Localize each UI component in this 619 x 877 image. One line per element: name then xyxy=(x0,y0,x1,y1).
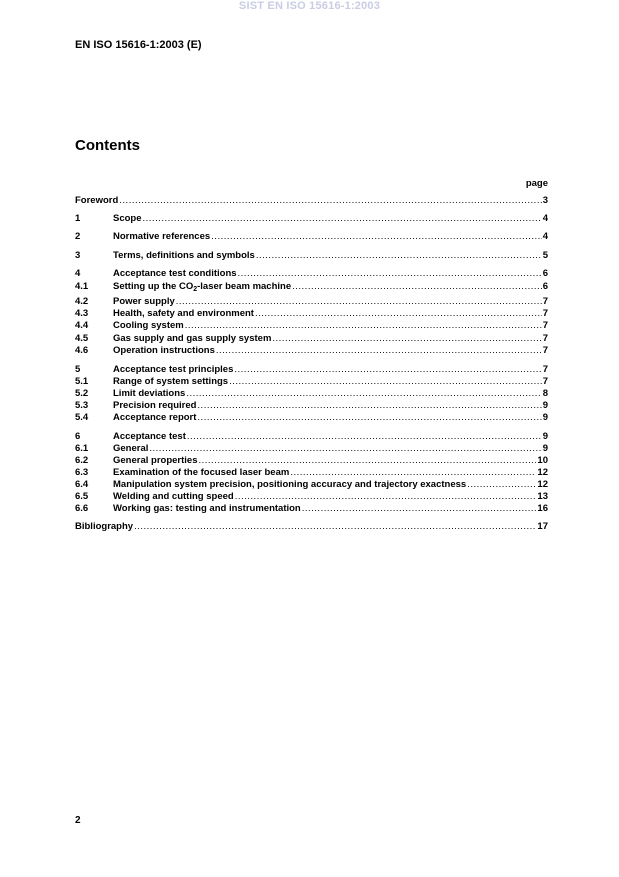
toc-entry-page: 9 xyxy=(542,443,548,454)
toc-entry-number: 4.2 xyxy=(75,296,89,307)
toc-entry[interactable] xyxy=(75,319,548,332)
toc-entry-title: Cooling system xyxy=(113,320,184,331)
toc-entry-page: 6 xyxy=(542,268,548,279)
contents-title: Contents xyxy=(75,137,140,154)
toc-entry-page: 4 xyxy=(542,213,548,224)
toc-entry-number: 6.5 xyxy=(75,491,89,502)
toc-entry-title: Foreword xyxy=(75,195,119,206)
toc-entry-title: Normative references xyxy=(113,231,211,242)
toc-entry[interactable] xyxy=(75,267,548,280)
toc-entry-title: Precision required xyxy=(113,400,197,411)
page-number: 2 xyxy=(75,815,81,826)
toc-entry-foreword[interactable] xyxy=(75,194,548,207)
toc-entry[interactable] xyxy=(75,230,548,243)
toc-entry-number: 6.1 xyxy=(75,443,89,454)
toc-entry-page: 6 xyxy=(542,281,548,292)
toc-entry-title: Operation instructions xyxy=(113,345,215,356)
toc-entry-number: 1 xyxy=(75,213,81,224)
toc-entry-title: Working gas: testing and instrumentation xyxy=(113,503,301,514)
toc-entry-bibliography[interactable] xyxy=(75,520,548,533)
toc-entry-title: Acceptance test principles xyxy=(113,364,234,375)
toc-entry-number: 4.3 xyxy=(75,308,89,319)
toc-entry-title: Acceptance test xyxy=(113,431,186,442)
toc-entry-number: 5.3 xyxy=(75,400,89,411)
toc-entry[interactable] xyxy=(75,344,548,357)
toc-entry-title: Acceptance test conditions xyxy=(113,268,237,279)
toc-entry-page: 7 xyxy=(542,320,548,331)
toc-entry-number: 6 xyxy=(75,431,81,442)
toc-entry-title: Gas supply and gas supply system xyxy=(113,333,272,344)
toc-entry-number: 4.5 xyxy=(75,333,89,344)
toc-entry-page: 9 xyxy=(542,412,548,423)
toc-entry-page: 17 xyxy=(537,521,548,532)
document-id: EN ISO 15616-1:2003 (E) xyxy=(75,39,202,51)
toc-entry-number: 4.1 xyxy=(75,281,89,292)
toc-entry-page: 7 xyxy=(542,376,548,387)
toc-entry-number: 5 xyxy=(75,364,81,375)
toc-entry-page: 3 xyxy=(542,195,548,206)
toc-entry-page: 9 xyxy=(542,431,548,442)
toc-entry-title: Bibliography xyxy=(75,521,134,532)
toc-entry-page: 13 xyxy=(537,491,548,502)
toc-entry-title: Manipulation system precision, positioning accuracy and trajectory exactness xyxy=(113,479,467,490)
toc-entry-number: 3 xyxy=(75,250,81,261)
toc-entry-number: 4 xyxy=(75,268,81,279)
toc-entry-title: Health, safety and environment xyxy=(113,308,254,319)
toc-entry-page: 16 xyxy=(537,503,548,514)
toc-entry-page: 10 xyxy=(537,455,548,466)
toc-entry-page: 7 xyxy=(542,333,548,344)
toc-entry[interactable] xyxy=(75,411,548,424)
toc-entry-title: Power supply xyxy=(113,296,175,307)
toc-entry-title: Terms, definitions and symbols xyxy=(113,250,255,261)
toc-entry[interactable] xyxy=(75,212,548,225)
toc-entry-title: Scope xyxy=(113,213,142,224)
toc-entry[interactable] xyxy=(75,280,548,293)
toc-entry-title: Setting up the $CO_2$-laser beam machine xyxy=(113,281,292,293)
toc-entry-number: 6.3 xyxy=(75,467,89,478)
toc-entry-page: 4 xyxy=(542,231,548,242)
page-column-label: page xyxy=(525,178,548,189)
toc-entry-number: 4.6 xyxy=(75,345,89,356)
toc-entry-title: Limit deviations xyxy=(113,388,186,399)
toc-entry-title: General properties xyxy=(113,455,198,466)
toc-entry-page: 9 xyxy=(542,400,548,411)
toc-entry-title: Welding and cutting speed xyxy=(113,491,234,502)
toc-entry-page: 8 xyxy=(542,388,548,399)
toc-entry-number: 6.4 xyxy=(75,479,89,490)
toc-entry-page: 7 xyxy=(542,296,548,307)
watermark: SIST EN ISO 15616-1:2003 xyxy=(238,0,381,12)
toc-entry[interactable] xyxy=(75,502,548,515)
toc-entry-number: 5.2 xyxy=(75,388,89,399)
toc-entry-page: 12 xyxy=(537,467,548,478)
toc-entry[interactable] xyxy=(75,249,548,262)
toc-entry-title: Acceptance report xyxy=(113,412,197,423)
toc-entry-page: 7 xyxy=(542,308,548,319)
toc-entry-title: Examination of the focused laser beam xyxy=(113,467,290,478)
toc-entry-title: Range of system settings xyxy=(113,376,229,387)
toc-entry-number: 5.1 xyxy=(75,376,89,387)
toc-entry-number: 6.6 xyxy=(75,503,89,514)
toc-entry-number: 5.4 xyxy=(75,412,89,423)
toc-entry-number: 6.2 xyxy=(75,455,89,466)
toc-entry-page: 12 xyxy=(537,479,548,490)
toc-entry-page: 7 xyxy=(542,364,548,375)
toc-entry-title: General xyxy=(113,443,149,454)
toc-entry-page: 7 xyxy=(542,345,548,356)
toc-entry-number: 2 xyxy=(75,231,81,242)
toc-entry-page: 5 xyxy=(542,250,548,261)
toc-entry-number: 4.4 xyxy=(75,320,89,331)
